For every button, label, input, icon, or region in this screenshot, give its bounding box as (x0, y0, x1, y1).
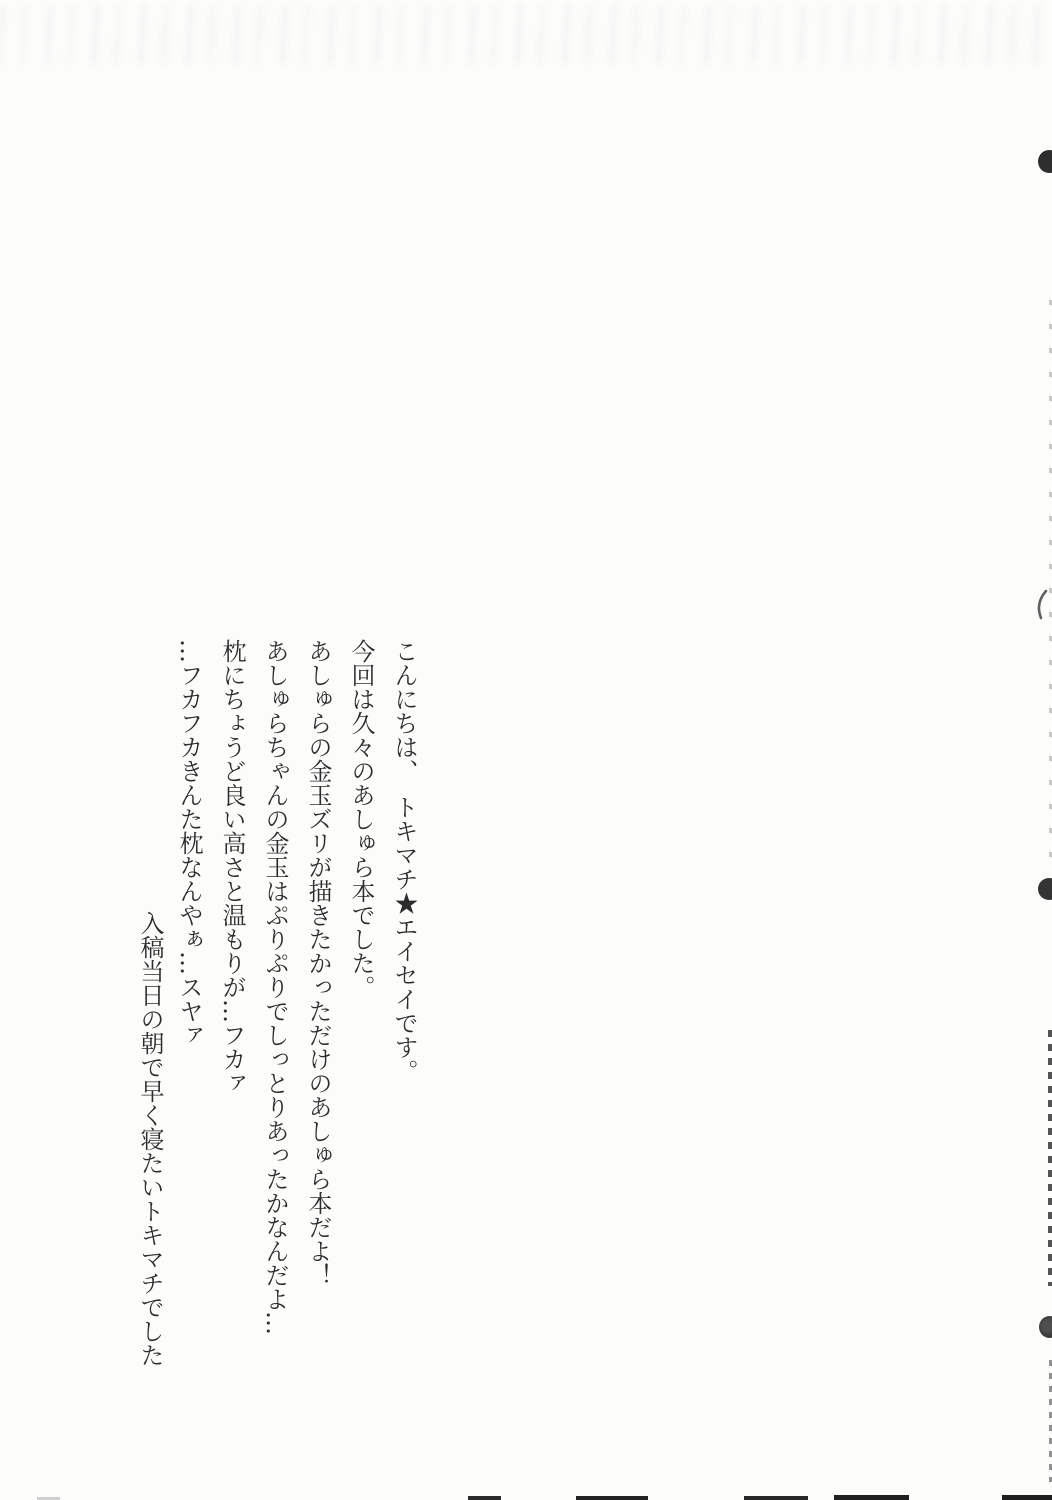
afterword-column-6: …フカフカきんた枕なんやぁ…スヤァ (175, 639, 203, 1047)
afterword-column-4: あしゅらちゃんの金玉はぷりぷりでしっとりあったかなんだよ… (261, 639, 289, 1335)
afterword-column-3: あしゅらの金玉ズリが描きたかっただけのあしゅら本だよ！ (304, 639, 332, 1287)
scan-noise-band (0, 6, 1052, 64)
ink-stroke-mark (1033, 589, 1049, 621)
binding-dot-mark-bottom (1039, 1316, 1052, 1338)
afterword-text-block (167, 639, 425, 1339)
bottom-edge-segment (744, 1496, 808, 1500)
bottom-edge-segment (576, 1496, 648, 1500)
bottom-edge-segment (834, 1495, 909, 1500)
afterword-column-5: 枕にちょうど良い高さと温もりが…フカァ (218, 639, 246, 1095)
signoff-column: 入稿当日の朝で早く寝たいトキマチでした (136, 911, 164, 1367)
binding-dot-mark-top (1038, 150, 1052, 173)
bottom-edge-segment (468, 1496, 501, 1500)
afterword-column-1: こんにちは、 トキマチ★エイセイです。 (390, 639, 418, 1083)
bottom-edge-segment (1002, 1495, 1052, 1500)
binding-dot-mark-middle (1038, 878, 1052, 900)
afterword-column-2: 今回は久々のあしゅら本でした。 (347, 639, 375, 999)
edge-bleed-marks-lower (1048, 1030, 1052, 1286)
